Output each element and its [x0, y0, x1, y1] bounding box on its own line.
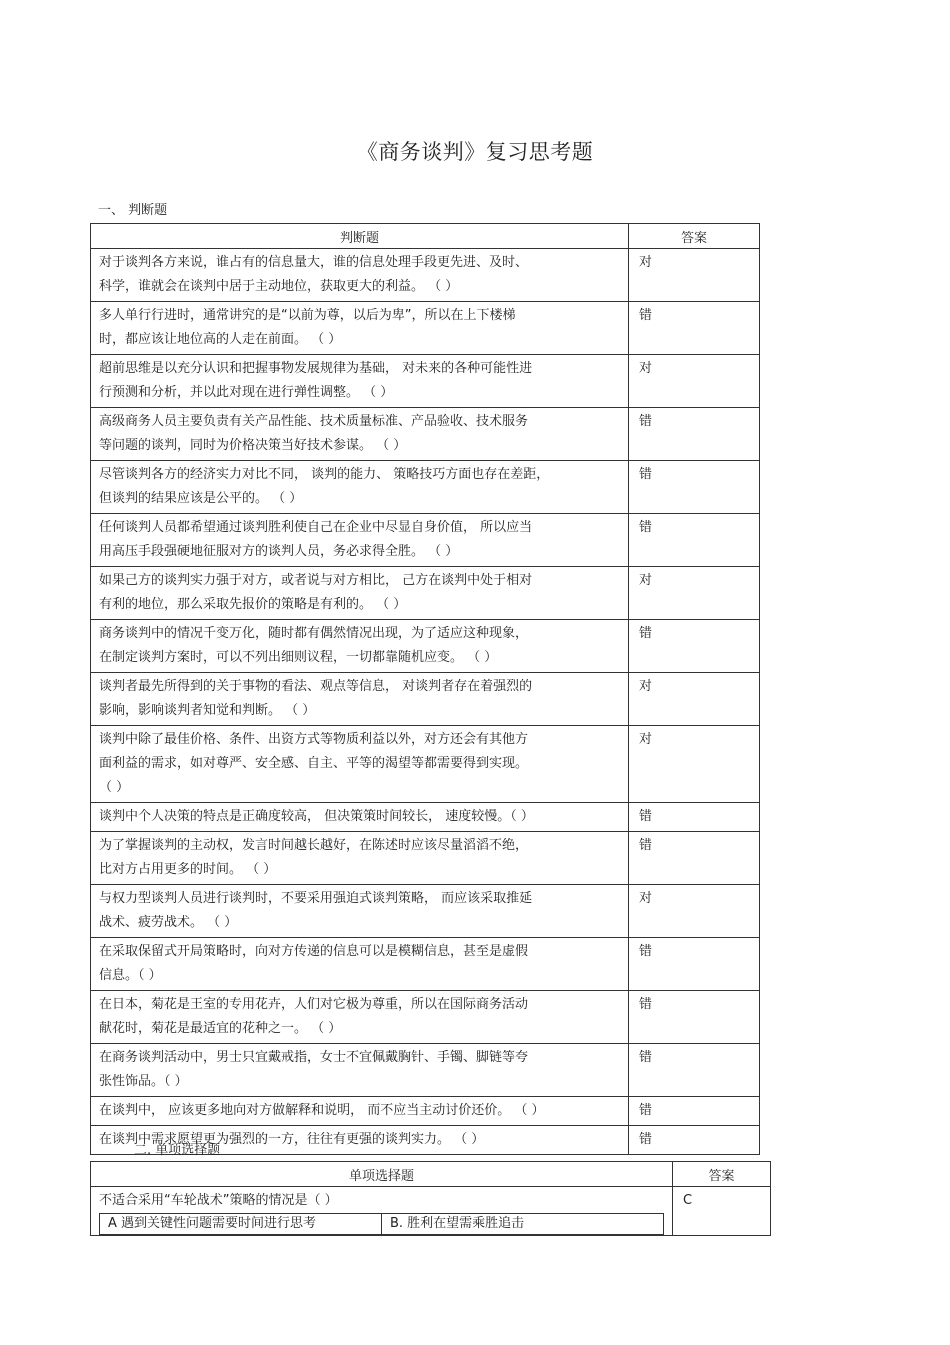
section-1-heading: 一、 判断题: [98, 203, 168, 218]
answer-cell: 错: [629, 302, 760, 355]
question-line: 战术、疲劳战术。 （ ）: [99, 915, 238, 930]
question-cell: [91, 832, 629, 885]
table-row: [91, 355, 760, 408]
table-row: [91, 803, 760, 832]
question-line: 谈判中除了最佳价格、条件、出资方式等物质利益以外，对方还会有其他方: [99, 732, 529, 747]
question-cell: [91, 461, 629, 514]
question-cell: [91, 1044, 629, 1097]
section-2-heading: 二. 单项选择题: [134, 1143, 221, 1158]
answer-cell: 错: [629, 514, 760, 567]
table-row: [91, 1044, 760, 1097]
options-table: [99, 1213, 664, 1235]
question-line: 谈判中个人决策的特点是正确度较高， 但决策策时间较长， 速度较慢。（ ）: [99, 809, 534, 824]
question-cell: [91, 1187, 673, 1236]
column-header-question: 单项选择题: [91, 1162, 673, 1187]
question-line: 任何谈判人员都希望通过谈判胜利使自己在企业中尽显自身价值， 所以应当: [99, 520, 533, 535]
question-line: 行预测和分析，并以此对现在进行弹性调整。 （ ）: [99, 385, 394, 400]
table-row: [91, 832, 760, 885]
table-row: [91, 1097, 760, 1126]
table-row: [91, 567, 760, 620]
question-line: 为了掌握谈判的主动权，发言时间越长越好，在陈述时应该尽量滔滔不绝，: [99, 838, 529, 853]
question-line: 谈判者最先所得到的关于事物的看法、观点等信息， 对谈判者存在着强烈的: [99, 679, 533, 694]
question-line: 超前思维是以充分认识和把握事物发展规律为基础， 对未来的各种可能性进: [99, 361, 533, 376]
table-row: [91, 991, 760, 1044]
question-line: 在日本，菊花是王室的专用花卉，人们对它极为尊重，所以在国际商务活动: [99, 997, 529, 1012]
answer-cell: 错: [629, 803, 760, 832]
question-line: 在谈判中需求愿望更为强烈的一方，往往有更强的谈判实力。 （ ）: [99, 1132, 485, 1147]
question-line: 科学，谁就会在谈判中居于主动地位，获取更大的利益。 （ ）: [99, 279, 459, 294]
question-cell: [91, 1097, 629, 1126]
question-line: 有利的地位，那么采取先报价的策略是有利的。 （ ）: [99, 597, 407, 612]
answer-cell: 错: [629, 620, 760, 673]
question-line: 在谈判中， 应该更多地向对方做解释和说明， 而不应当主动讨价还价。 （ ）: [99, 1103, 545, 1118]
question-cell: [91, 249, 629, 302]
question-line: 等问题的谈判，同时为价格决策当好技术参谋。 （ ）: [99, 438, 407, 453]
question-cell: [91, 514, 629, 567]
table-row: [91, 302, 760, 355]
question-line: 张性饰品。（ ）: [99, 1074, 188, 1089]
question-cell: [91, 673, 629, 726]
question-line: （ ）: [99, 780, 130, 795]
question-cell: [91, 991, 629, 1044]
page-title: 《商务谈判》复习思考题: [356, 140, 594, 164]
question-cell: [91, 355, 629, 408]
answer-cell: 错: [629, 832, 760, 885]
table-row: [91, 885, 760, 938]
question-line: 在制定谈判方案时，可以不列出细则议程，一切都靠随机应变。 （ ）: [99, 650, 498, 665]
answer-cell: 对: [629, 355, 760, 408]
question-line: 时，都应该让地位高的人走在前面。 （ ）: [99, 332, 342, 347]
question-cell: [91, 302, 629, 355]
answer-cell: 错: [629, 1126, 760, 1155]
column-header-answer: 答案: [673, 1162, 771, 1187]
question-line: 对于谈判各方来说，谁占有的信息量大，谁的信息处理手段更先进、及时、: [99, 255, 529, 270]
question-text: 不适合采用“车轮战术”策略的情况是（ ）: [99, 1193, 338, 1208]
table-row: [91, 249, 760, 302]
question-line: 商务谈判中的情况千变万化，随时都有偶然情况出现，为了适应这种现象，: [99, 626, 529, 641]
table-row: [91, 673, 760, 726]
question-line: 面利益的需求，如对尊严、安全感、自主、平等的渴望等都需要得到实现。: [99, 756, 529, 771]
answer-cell: C: [673, 1187, 771, 1236]
question-line: 如果己方的谈判实力强于对方，或者说与对方相比， 己方在谈判中处于相对: [99, 573, 533, 588]
question-line: 在商务谈判活动中，男士只宜戴戒指，女士不宜佩戴胸针、手镯、脚链等夸: [99, 1050, 529, 1065]
answer-cell: 错: [629, 1097, 760, 1126]
question-line: 尽管谈判各方的经济实力对比不同， 谈判的能力、 策略技巧方面也存在差距，: [99, 467, 550, 482]
answer-cell: 错: [629, 408, 760, 461]
table-row: [91, 620, 760, 673]
question-cell: [91, 726, 629, 803]
answer-cell: 错: [629, 991, 760, 1044]
true-false-table: [90, 223, 760, 1155]
question-line: 但谈判的结果应该是公平的。 （ ）: [99, 491, 303, 506]
question-cell: [91, 567, 629, 620]
answer-cell: 错: [629, 1044, 760, 1097]
question-line: 高级商务人员主要负责有关产品性能、技术质量标准、产品验收、技术服务: [99, 414, 529, 429]
question-line: 影响，影响谈判者知觉和判断。 （ ）: [99, 703, 316, 718]
question-line: 信息。（ ）: [99, 968, 162, 983]
table-row: [91, 726, 760, 803]
table-row: [91, 938, 760, 991]
answer-cell: 对: [629, 673, 760, 726]
answer-cell: 对: [629, 249, 760, 302]
question-cell: [91, 408, 629, 461]
question-line: 多人单行行进时，通常讲究的是“以前为尊，以后为卑”，所以在上下楼梯: [99, 308, 516, 323]
question-cell: [91, 938, 629, 991]
table-row: [91, 1187, 771, 1236]
question-line: 与权力型谈判人员进行谈判时，不要采用强迫式谈判策略， 而应该采取推延: [99, 891, 533, 906]
table-row: [91, 408, 760, 461]
option-b: B. 胜利在望需乘胜追击: [382, 1214, 664, 1235]
question-line: 在采取保留式开局策略时，向对方传递的信息可以是模糊信息，甚至是虚假: [99, 944, 529, 959]
answer-cell: 对: [629, 567, 760, 620]
answer-cell: 错: [629, 938, 760, 991]
question-cell: [91, 803, 629, 832]
question-line: 用高压手段强硬地征服对方的谈判人员，务必求得全胜。 （ ）: [99, 544, 459, 559]
table-row: [91, 461, 760, 514]
single-choice-table: [90, 1161, 771, 1236]
column-header-answer: 答案: [629, 224, 760, 249]
answer-cell: 对: [629, 726, 760, 803]
question-cell: [91, 620, 629, 673]
question-line: 比对方占用更多的时间。 （ ）: [99, 862, 277, 877]
question-line: 献花时，菊花是最适宜的花种之一。 （ ）: [99, 1021, 342, 1036]
option-a: A 遇到关键性问题需要时间进行思考: [100, 1214, 382, 1235]
column-header-question: 判断题: [91, 224, 629, 249]
answer-cell: 错: [629, 461, 760, 514]
table-row: [91, 514, 760, 567]
answer-cell: 对: [629, 885, 760, 938]
question-cell: [91, 885, 629, 938]
true-false-table-body: [91, 249, 760, 1155]
